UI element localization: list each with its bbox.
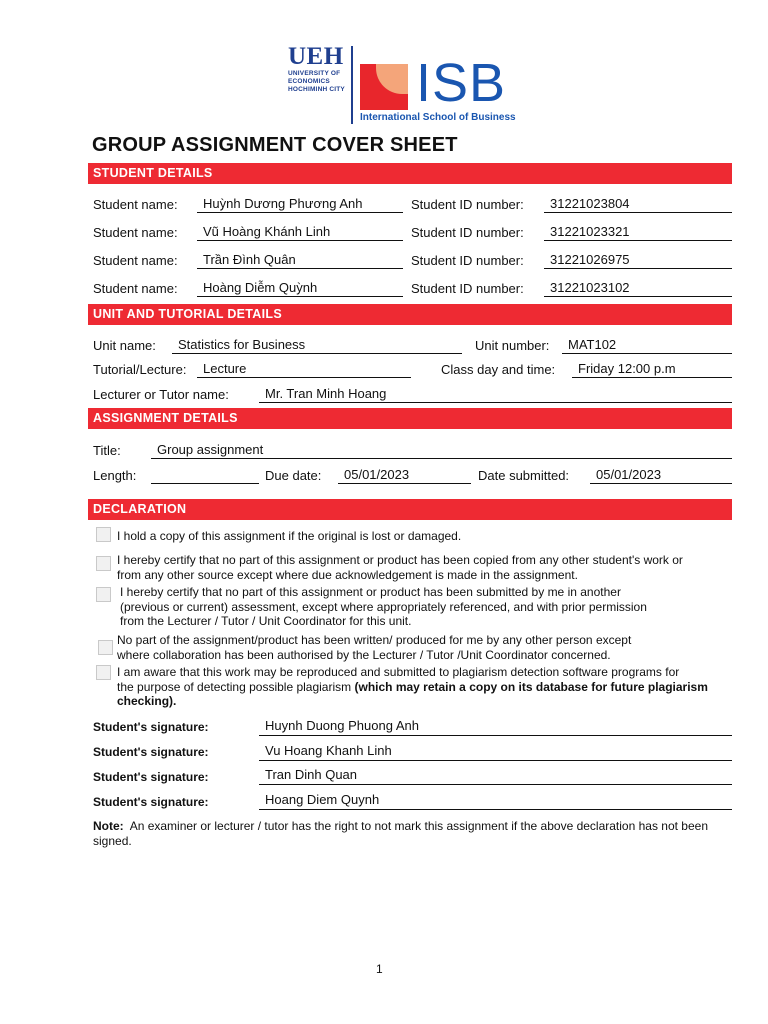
unit-number-field[interactable]: MAT102 [562, 337, 732, 354]
cover-sheet-page [88, 0, 732, 1024]
tutorial-label: Tutorial/Lecture: [93, 362, 187, 377]
student-name-label: Student name: [93, 225, 178, 240]
declaration-checkbox[interactable] [98, 640, 113, 655]
ueh-logo-line: ECONOMICS [288, 78, 330, 85]
declaration-header: DECLARATION [88, 499, 732, 520]
ueh-logo-mark: UEH [288, 43, 344, 70]
student-id-field[interactable]: 31221026975 [544, 252, 732, 269]
note [93, 819, 729, 849]
student-name-field[interactable]: Trần Đình Quân [197, 252, 403, 269]
student-name-field[interactable]: Hoàng Diễm Quỳnh [197, 280, 403, 297]
declaration-checkbox[interactable] [96, 587, 111, 602]
ueh-logo-line: UNIVERSITY OF [288, 70, 341, 77]
ueh-logo-line: HOCHIMINH CITY [288, 86, 345, 93]
page-number: 1 [376, 962, 383, 976]
ueh-logo [288, 44, 350, 94]
declaration-item: No part of the assignment/product has been written/ produced for me by any other person except where collaboration has been authorised by the Lecturer / Tutor /Unit Coordinator concerned. [117, 633, 632, 662]
signature-label: Student's signature: [93, 770, 209, 784]
isb-logo-icon [360, 64, 408, 110]
length-field[interactable] [151, 467, 259, 484]
assignment-title-field[interactable]: Group assignment [151, 442, 732, 459]
student-name-label: Student name: [93, 197, 178, 212]
due-date-field[interactable]: 05/01/2023 [338, 467, 471, 484]
declaration-checkbox[interactable] [96, 665, 111, 680]
signature-label: Student's signature: [93, 795, 209, 809]
assignment-details-header: ASSIGNMENT DETAILS [88, 408, 732, 429]
student-id-label: Student ID number: [411, 225, 524, 240]
signature-label: Student's signature: [93, 745, 209, 759]
student-id-label: Student ID number: [411, 197, 524, 212]
declaration-item: I am aware that this work may be reproduced and submitted to plagiarism detection software programs for the purpose of detecting possible plagiarism (which may retain a copy on its database for future plagiarism checking). [117, 665, 708, 708]
declaration-item: I hereby certify that no part of this assignment or product has been submitted by me in another (previous or current) assessment, except where appropriately referenced, and with prior permission from the Lecturer / Tutor / Unit Coordinator for this unit. [120, 585, 647, 628]
unit-name-label: Unit name: [93, 338, 156, 353]
student-id-field[interactable]: 31221023102 [544, 280, 732, 297]
declaration-checkbox[interactable] [96, 527, 111, 542]
declaration-item: I hereby certify that no part of this assignment or product has been copied from any other student's work or from any other source except where due acknowledgement is made in the assignment. [117, 553, 683, 582]
isb-logo-subtitle: International School of Business [360, 112, 516, 123]
note-text: An examiner or lecturer / tutor has the right to not mark this assignment if the above declaration has not been signed. [93, 819, 709, 848]
page-title: GROUP ASSIGNMENT COVER SHEET [92, 134, 458, 156]
header-logos [288, 44, 528, 124]
student-id-label: Student ID number: [411, 253, 524, 268]
lecturer-field[interactable]: Mr. Tran Minh Hoang [259, 386, 732, 403]
unit-name-field[interactable]: Statistics for Business [172, 337, 462, 354]
signature-field[interactable]: Hoang Diem Quynh [259, 792, 732, 810]
isb-logo-mark: ISB [416, 53, 507, 113]
student-id-field[interactable]: 31221023804 [544, 196, 732, 213]
student-id-label: Student ID number: [411, 281, 524, 296]
due-date-label: Due date: [265, 468, 322, 483]
tutorial-field[interactable]: Lecture [197, 361, 411, 378]
signature-field[interactable]: Tran Dinh Quan [259, 767, 732, 785]
signature-label: Student's signature: [93, 720, 209, 734]
student-id-field[interactable]: 31221023321 [544, 224, 732, 241]
class-time-label: Class day and time: [441, 362, 556, 377]
signature-field[interactable]: Vu Hoang Khanh Linh [259, 743, 732, 761]
logo-divider [351, 46, 353, 124]
class-time-field[interactable]: Friday 12:00 p.m [572, 361, 732, 378]
unit-details-header: UNIT AND TUTORIAL DETAILS [88, 304, 732, 325]
student-name-label: Student name: [93, 253, 178, 268]
student-name-label: Student name: [93, 281, 178, 296]
note-label: Note: [93, 819, 124, 833]
date-submitted-label: Date submitted: [478, 468, 570, 483]
assignment-title-label: Title: [93, 443, 121, 458]
student-name-field[interactable]: Vũ Hoàng Khánh Linh [197, 224, 403, 241]
lecturer-label: Lecturer or Tutor name: [93, 387, 229, 402]
date-submitted-field[interactable]: 05/01/2023 [590, 467, 732, 484]
declaration-item: I hold a copy of this assignment if the original is lost or damaged. [117, 529, 462, 543]
declaration-checkbox[interactable] [96, 556, 111, 571]
length-label: Length: [93, 468, 137, 483]
student-name-field[interactable]: Huỳnh Dương Phương Anh [197, 196, 403, 213]
student-details-header: STUDENT DETAILS [88, 163, 732, 184]
declaration-bold-note: (which may retain a copy on its database for future plagiarism checking). [117, 679, 708, 708]
signature-field[interactable]: Huynh Duong Phuong Anh [259, 718, 732, 736]
unit-number-label: Unit number: [475, 338, 550, 353]
